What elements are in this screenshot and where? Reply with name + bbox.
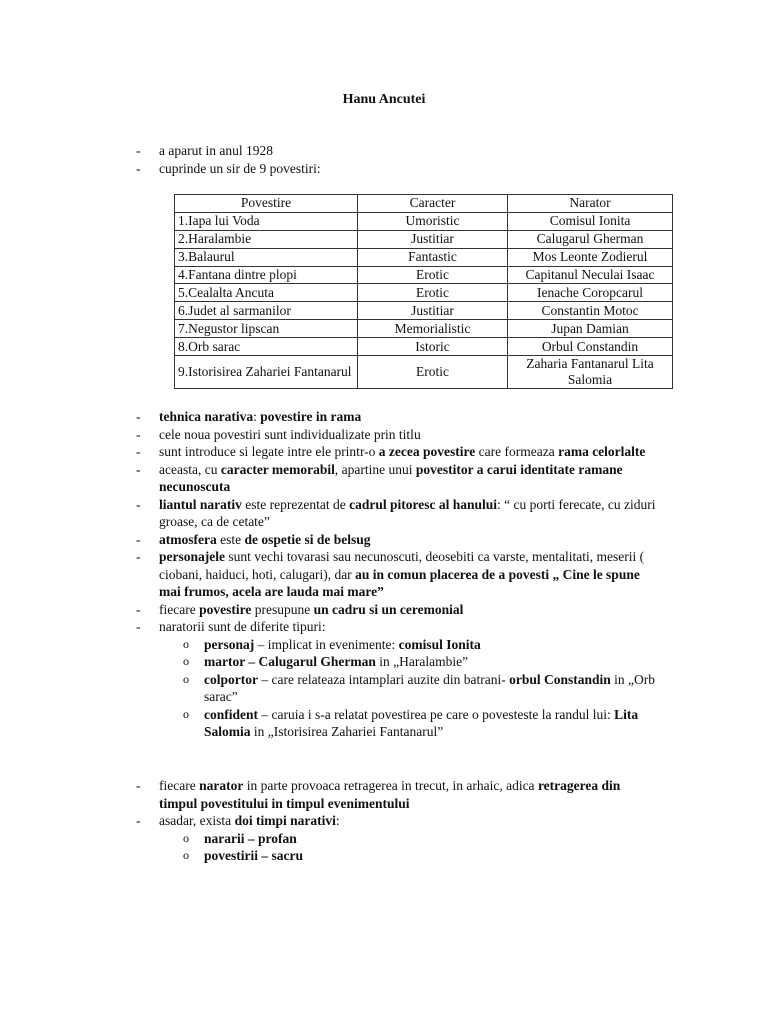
narrative-times-list bbox=[159, 830, 656, 865]
table-cell: Justitiar bbox=[358, 302, 508, 320]
table-cell: Comisul Ionita bbox=[508, 212, 673, 230]
table-cell: 5.Cealalta Ancuta bbox=[175, 284, 358, 302]
table-cell: Ienache Coropcarul bbox=[508, 284, 673, 302]
list-item: - naratorii sunt de diferite tipuri: o personaj – implicat in evenimente: comisul Ionita o martor – Calugarul Gherman in „Haralambie” o colportor – care relateaza intamplari auzite din batrani- orbul Constandin in „Orb sarac” o confident – caruia i s-a relatat povestirea pe care o povesteste la randul lui: Lita Salomia in „Istorisirea Zahariei Fantanarul” bbox=[136, 618, 656, 741]
list-item: - personajele sunt vechi tovarasi sau necunoscuti, deosebiti ca varste, mentalitati, meserii ( ciobani, haiduci, hoti, calugari), dar au in comun placerea de a povesti „ Cine le spune mai frumos, acela are lauda mai mare” bbox=[136, 548, 656, 601]
table-cell: Erotic bbox=[358, 284, 508, 302]
list-item: - cuprinde un sir de 9 povestiri: bbox=[136, 160, 656, 178]
table-cell: Capitanul Neculai Isaac bbox=[508, 266, 673, 284]
sub-list-item: o nararii – profan bbox=[180, 830, 656, 848]
table-cell: Justitiar bbox=[358, 230, 508, 248]
page-title: Hanu Ancutei bbox=[342, 92, 426, 107]
table-row bbox=[175, 266, 673, 284]
table-cell: Calugarul Gherman bbox=[508, 230, 673, 248]
table-row bbox=[175, 320, 673, 338]
column-header: Narator bbox=[508, 195, 673, 213]
table-cell: Jupan Damian bbox=[508, 320, 673, 338]
column-header: Caracter bbox=[358, 195, 508, 213]
list-item: - asadar, exista doi timpi narativi: o nararii – profan o povestirii – sacru bbox=[136, 812, 656, 865]
table-cell: Zaharia Fantanarul Lita Salomia bbox=[508, 356, 673, 389]
table-row bbox=[175, 302, 673, 320]
table-cell: Mos Leonte Zodierul bbox=[508, 248, 673, 266]
list-item: - tehnica narativa: povestire in rama bbox=[136, 408, 656, 426]
table-row bbox=[175, 230, 673, 248]
table-cell: Erotic bbox=[358, 266, 508, 284]
list-item: - cele noua povestiri sunt individualizate prin titlu bbox=[136, 426, 656, 444]
table-cell: 3.Balaurul bbox=[175, 248, 358, 266]
list-item: - liantul narativ este reprezentat de cadrul pitoresc al hanului: “ cu porti ferecate, cu ziduri groase, ca de cetate” bbox=[136, 496, 656, 531]
intro-list bbox=[136, 142, 656, 177]
list-item: - fiecare narator in parte provoaca retragerea in trecut, in arhaic, adica retragerea din timpul povestitului in timpul evenimentului bbox=[136, 777, 656, 812]
table-cell: Erotic bbox=[358, 356, 508, 389]
sub-list-item: o colportor – care relateaza intamplari auzite din batrani- orbul Constandin in „Orb sarac” bbox=[180, 671, 656, 706]
sub-list-item: o confident – caruia i s-a relatat povestirea pe care o povesteste la randul lui: Lita Salomia in „Istorisirea Zahariei Fantanarul” bbox=[180, 706, 656, 741]
table-cell: 4.Fantana dintre plopi bbox=[175, 266, 358, 284]
sub-list-item: o povestirii – sacru bbox=[180, 847, 656, 865]
table-cell: Umoristic bbox=[358, 212, 508, 230]
table-cell: Istoric bbox=[358, 338, 508, 356]
table-cell: Fantastic bbox=[358, 248, 508, 266]
table-cell: 7.Negustor lipscan bbox=[175, 320, 358, 338]
notes-list bbox=[136, 408, 656, 741]
list-item: - fiecare povestire presupune un cadru si un ceremonial bbox=[136, 601, 656, 619]
table-row bbox=[175, 248, 673, 266]
table-cell: 1.Iapa lui Voda bbox=[175, 212, 358, 230]
table-cell: 9.Istorisirea Zahariei Fantanarul bbox=[175, 356, 358, 389]
table-cell: 8.Orb sarac bbox=[175, 338, 358, 356]
table-row bbox=[175, 284, 673, 302]
stories-table bbox=[174, 194, 673, 389]
list-item: - a aparut in anul 1928 bbox=[136, 142, 656, 160]
list-item: - aceasta, cu caracter memorabil, apartine unui povestitor a carui identitate ramane necunoscuta bbox=[136, 461, 656, 496]
table-row bbox=[175, 212, 673, 230]
narrator-types-list bbox=[159, 636, 656, 741]
sub-list-item: o martor – Calugarul Gherman in „Haralambie” bbox=[180, 653, 656, 671]
list-item: - atmosfera este de ospetie si de belsug bbox=[136, 531, 656, 549]
table-cell: 6.Judet al sarmanilor bbox=[175, 302, 358, 320]
table-header-row bbox=[175, 195, 673, 213]
notes-list-2 bbox=[136, 777, 656, 865]
sub-list-item: o personaj – implicat in evenimente: comisul Ionita bbox=[180, 636, 656, 654]
table-row bbox=[175, 356, 673, 389]
table-cell: 2.Haralambie bbox=[175, 230, 358, 248]
column-header: Povestire bbox=[175, 195, 358, 213]
table-cell: Orbul Constandin bbox=[508, 338, 673, 356]
table-cell: Memorialistic bbox=[358, 320, 508, 338]
table-row bbox=[175, 338, 673, 356]
table-cell: Constantin Motoc bbox=[508, 302, 673, 320]
list-item: - sunt introduce si legate intre ele printr-o a zecea povestire care formeaza rama celorlalte bbox=[136, 443, 656, 461]
